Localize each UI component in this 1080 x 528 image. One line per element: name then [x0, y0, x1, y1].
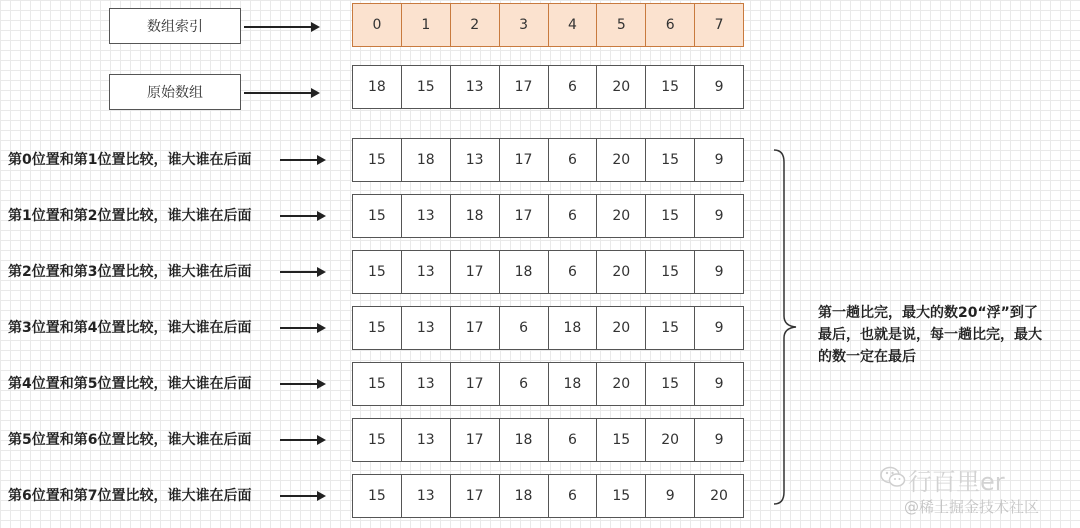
array-cell: 6 — [548, 195, 597, 237]
index-label-box — [109, 8, 241, 44]
array-cell: 9 — [694, 251, 743, 293]
original-label: 原始数组 — [147, 85, 203, 101]
array-cell: 17 — [499, 195, 548, 237]
array-cell: 9 — [694, 139, 743, 181]
array-cell: 6 — [499, 363, 548, 405]
array-cell: 9 — [694, 419, 743, 461]
note-line: 最后，也就是说，每一趟比完，最大 — [818, 327, 1042, 343]
array-cell: 15 — [368, 208, 386, 224]
array-cell: 6 — [548, 251, 597, 293]
step-arrow — [280, 378, 326, 390]
array-cell: 20 — [596, 307, 645, 349]
array-cell: 18 — [499, 475, 548, 517]
conclusion-note — [818, 302, 1072, 368]
step-label: 第5位置和第6位置比较，谁大谁在后面 — [8, 432, 252, 448]
array-cell: 20 — [596, 251, 645, 293]
index-cell: 4 — [548, 4, 597, 46]
array-cell: 18 — [548, 307, 597, 349]
step-row — [352, 362, 744, 406]
watermark-subtitle: @稀土掘金技术社区 — [904, 498, 1040, 516]
array-cell: 6 — [499, 307, 548, 349]
array-cell: 15 — [645, 307, 694, 349]
step-row — [352, 418, 744, 462]
array-cell: 15 — [368, 264, 386, 280]
array-cell: 6 — [548, 475, 597, 517]
array-cell: 17 — [499, 66, 548, 108]
original-label-box — [109, 74, 241, 110]
array-cell: 15 — [368, 320, 386, 336]
array-cell: 20 — [596, 195, 645, 237]
index-cell: 1 — [401, 4, 450, 46]
index-cell: 6 — [645, 4, 694, 46]
step-arrow — [280, 434, 326, 446]
index-arrow — [244, 21, 320, 33]
array-cell: 13 — [401, 195, 450, 237]
array-cell: 15 — [368, 376, 386, 392]
step-row — [352, 474, 744, 518]
step-arrow — [280, 154, 326, 166]
original-arrow — [244, 87, 320, 99]
array-cell: 6 — [548, 139, 597, 181]
array-cell: 18 — [450, 195, 499, 237]
step-row — [352, 194, 744, 238]
array-cell: 20 — [645, 419, 694, 461]
array-cell: 15 — [401, 66, 450, 108]
step-arrow — [280, 266, 326, 278]
wechat-icon — [880, 466, 906, 488]
array-cell: 17 — [450, 475, 499, 517]
array-cell: 17 — [450, 307, 499, 349]
array-cell: 15 — [645, 363, 694, 405]
curly-brace — [768, 148, 808, 506]
index-cell: 7 — [694, 4, 743, 46]
array-cell: 13 — [450, 66, 499, 108]
array-cell: 9 — [694, 307, 743, 349]
array-cell: 9 — [645, 475, 694, 517]
array-cell: 20 — [596, 66, 645, 108]
array-cell: 20 — [596, 139, 645, 181]
step-row — [352, 250, 744, 294]
array-cell: 13 — [401, 419, 450, 461]
array-cell: 18 — [499, 251, 548, 293]
step-label: 第0位置和第1位置比较，谁大谁在后面 — [8, 152, 252, 168]
step-row — [352, 138, 744, 182]
step-label: 第2位置和第3位置比较，谁大谁在后面 — [8, 264, 252, 280]
step-arrow — [280, 490, 326, 502]
note-line: 的数一定在最后 — [818, 349, 916, 365]
array-cell: 18 — [401, 139, 450, 181]
array-cell: 15 — [368, 432, 386, 448]
step-label: 第3位置和第4位置比较，谁大谁在后面 — [8, 320, 252, 336]
array-cell: 20 — [596, 363, 645, 405]
step-arrow — [280, 210, 326, 222]
array-cell: 17 — [450, 363, 499, 405]
index-label: 数组索引 — [147, 19, 203, 35]
array-cell: 15 — [645, 195, 694, 237]
step-arrow — [280, 322, 326, 334]
array-cell: 15 — [368, 152, 386, 168]
step-label: 第4位置和第5位置比较，谁大谁在后面 — [8, 376, 252, 392]
array-cell: 15 — [368, 488, 386, 504]
array-cell: 15 — [645, 139, 694, 181]
array-cell: 9 — [694, 195, 743, 237]
step-label: 第1位置和第2位置比较，谁大谁在后面 — [8, 208, 252, 224]
original-row — [352, 65, 744, 109]
array-cell: 17 — [450, 419, 499, 461]
array-cell: 6 — [548, 66, 597, 108]
step-label: 第6位置和第7位置比较，谁大谁在后面 — [8, 488, 252, 504]
array-cell: 15 — [645, 251, 694, 293]
array-cell: 13 — [401, 475, 450, 517]
array-cell: 18 — [548, 363, 597, 405]
index-cell: 0 — [372, 17, 382, 33]
array-cell: 13 — [401, 251, 450, 293]
step-row — [352, 306, 744, 350]
array-cell: 20 — [694, 475, 743, 517]
array-cell: 13 — [401, 363, 450, 405]
array-cell: 18 — [499, 419, 548, 461]
array-cell: 13 — [401, 307, 450, 349]
array-cell: 15 — [645, 66, 694, 108]
array-cell: 9 — [694, 363, 743, 405]
array-cell: 15 — [596, 419, 645, 461]
array-cell: 9 — [694, 66, 743, 108]
index-cell: 3 — [499, 4, 548, 46]
index-cell: 2 — [450, 4, 499, 46]
array-cell: 17 — [450, 251, 499, 293]
array-cell: 18 — [368, 79, 386, 95]
watermark-title: 行百里er — [908, 468, 1005, 496]
array-cell: 15 — [596, 475, 645, 517]
index-row — [352, 3, 744, 47]
note-line: 第一趟比完，最大的数20“浮”到了 — [818, 305, 1038, 321]
array-cell: 13 — [450, 139, 499, 181]
watermark — [880, 462, 1076, 522]
array-cell: 6 — [548, 419, 597, 461]
array-cell: 17 — [499, 139, 548, 181]
index-cell: 5 — [596, 4, 645, 46]
